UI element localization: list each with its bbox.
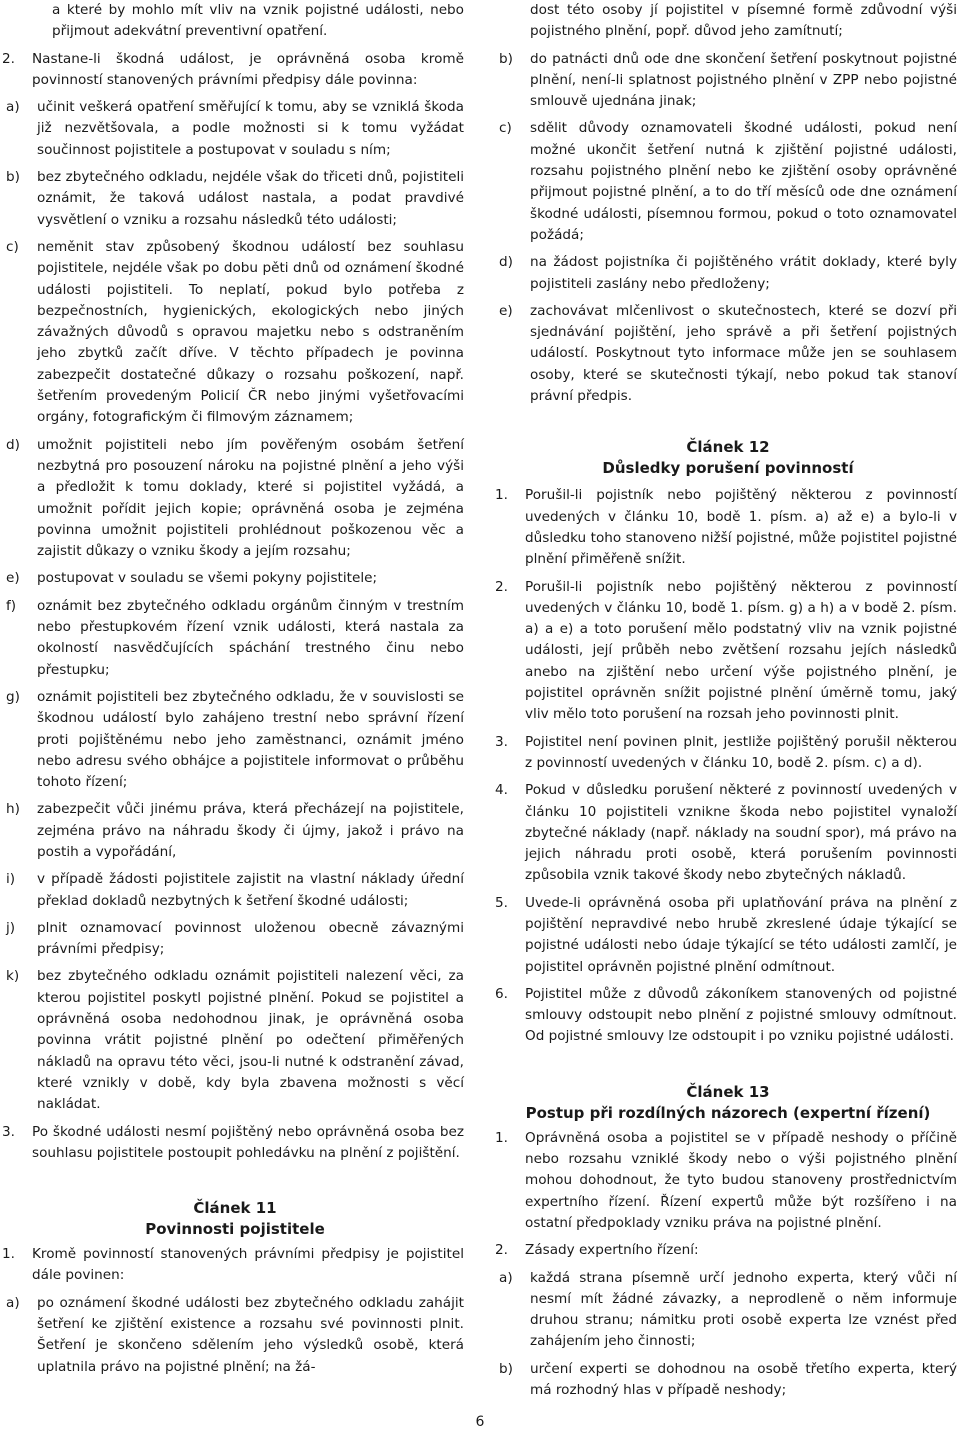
clause-text: Po škodné události nesmí pojištěný nebo oprávněná osoba bez souhlasu pojistitele postoupit pohledávku na plnění z pojištění. bbox=[32, 1123, 464, 1161]
clause-2 bbox=[2, 49, 464, 92]
item-label: d) bbox=[6, 436, 20, 453]
clause-2-items bbox=[6, 97, 464, 1115]
clause-text: Nastane-li škodná událost, je oprávněná osoba kromě povinností stanovených právními předpisy dále povinna: bbox=[32, 50, 464, 88]
item-label: 6. bbox=[495, 985, 508, 1002]
right-column bbox=[495, 0, 957, 1401]
item-text: oznámit pojistiteli bez zbytečného odkladu, že v souvislosti se škodnou událostí bylo zahájeno trestní nebo správní řízení proti pojištěnému nebo jeho zaměstnanci, oznámit jméno nebo adresu svého obhájce a pojistitele informovat o průběhu tohoto řízení; bbox=[37, 688, 464, 791]
list-item bbox=[6, 435, 464, 563]
item-label: b) bbox=[499, 1360, 513, 1377]
item-text: v případě žádosti pojistitele zajistit na vlastní náklady úřední překlad dokladů nezbytných k šetření škodné události; bbox=[37, 871, 464, 909]
list-item bbox=[495, 732, 957, 775]
item-text: sdělit důvody oznamovateli škodné události, pokud není možné ukončit šetření nutná k zjištění pojistné události, rozsahu pojistného plnění nebo ke zjištění osoby oprávněné přijmout pojistné plnění, a to do tří měsíců ode dne oznámení škodné události, písemnou formou, pokud o toto oznamovatel požádá; bbox=[530, 120, 957, 243]
list-item bbox=[499, 49, 957, 113]
item-text: umožnit pojistiteli nebo jím pověřeným osobám šetření nezbytná pro posouzení nároku na pojistné plnění a jeho výši a předložit k tomu doklady, které si pojistitel vyžádá, a umožnit pořídit jejich kopie; oprávněná osoba je zejména povinna umožnit pojistiteli prohlédnout poškozenou věc a zajistit důkazy o vzniku škody a jejím rozsahu; bbox=[37, 436, 464, 560]
item-text: Porušil-li pojistník nebo pojištěný některou z povinností uvedených v článku 10, bodě 1. písm. a) až e) a bylo-li v důsledku toho stanoveno nižší pojistné, může pojistitel pojistné plnění přiměřeně snížit. bbox=[525, 487, 957, 568]
list-item bbox=[495, 893, 957, 978]
list-item bbox=[495, 780, 957, 886]
clause-number: 1. bbox=[495, 1129, 508, 1146]
list-item bbox=[6, 237, 464, 429]
item-label: e) bbox=[499, 302, 513, 319]
item-label: 2. bbox=[495, 578, 508, 595]
item-text: učinit veškerá opatření směřující k tomu, aby se vzniklá škoda již nezvětšovala, a podle možnosti si k tomu vyžádat součinnost pojistitele a postupovat v souladu s ním; bbox=[37, 99, 464, 158]
article-13-clause-1 bbox=[495, 1128, 957, 1234]
item-text: plnit oznamovací povinnost uloženou obecně závaznými právními předpisy; bbox=[37, 919, 464, 958]
clause-number: 3. bbox=[2, 1123, 15, 1140]
item-label: e) bbox=[6, 570, 20, 587]
article-11-items-continued bbox=[499, 49, 957, 408]
article-12-title: Článek 12 bbox=[686, 438, 770, 457]
item-label: b) bbox=[6, 169, 20, 186]
page-number: 6 bbox=[475, 1414, 485, 1430]
list-item bbox=[6, 869, 464, 912]
article-13-clause-2 bbox=[495, 1240, 957, 1261]
item-label: 3. bbox=[495, 733, 508, 750]
article-13-clause-2-items bbox=[499, 1268, 957, 1402]
article-11-items bbox=[6, 1293, 464, 1378]
item-text: po oznámení škodné události bez zbytečného odkladu zahájit šetření ke zjištění existence a rozsahu své povinnosti plnit. Šetření je skončeno sdělením jeho výsledků osobě, která uplatnila právo na pojistné plnění; na žá- bbox=[37, 1294, 464, 1375]
item-text: zabezpečit vůči jinému práva, která přecházejí na pojistitele, zejména právo na náhradu škody či újmy, jakož i právo na postih a vypořádání, bbox=[37, 801, 464, 860]
item-label: i) bbox=[6, 871, 16, 888]
list-item bbox=[6, 568, 464, 589]
item-label: a) bbox=[6, 1294, 20, 1311]
list-item bbox=[6, 918, 464, 961]
list-item bbox=[6, 596, 464, 681]
item-text: Uvede-li oprávněná osoba při uplatňování práva na plnění z pojištění nepravdivé nebo hrubě zkreslené údaje týkající se pojistné události nebo údaje týkající se této události zamlčí, je pojistitel oprávněn pojistné plnění odmítnout. bbox=[525, 894, 957, 975]
item-label: g) bbox=[6, 688, 20, 705]
item-label: f) bbox=[6, 597, 17, 614]
item-text: Porušil-li pojistník nebo pojištěný některou z povinností uvedených v článku 10, bodě 1. písm. g) a h) a v bodě 2. písm. a) a e) a toto porušení mělo podstatný vliv na vznik pojistné události, její průběh nebo zvětšení rozsahu jejích následků anebo na zjištění nebo určení výše pojistného plnění, je pojistitel oprávněn snížit pojistné plnění úměrně tomu, jaký vliv mělo toto porušení na rozsah jeho povinnosti plnit. bbox=[525, 578, 957, 723]
item-text: zachovávat mlčenlivost o skutečnostech, které se dozví při sjednávání pojištění, jeho správě a při šetření pojistných událostí. Poskytnout tyto informace může jen se souhlasem osoby, které se skutečnosti týkají, nebo pokud tak stanoví právní předpis. bbox=[530, 302, 957, 405]
list-item bbox=[6, 1293, 464, 1378]
clause-number: 2. bbox=[2, 50, 15, 67]
item-text: určení experti se dohodnou na osobě třetího experta, který má rozhodný hlas v případě neshody; bbox=[530, 1360, 957, 1399]
list-item bbox=[495, 577, 957, 726]
item-label: c) bbox=[6, 238, 19, 255]
item-label: 4. bbox=[495, 782, 508, 799]
item-text: do patnácti dnů ode dne skončení šetření poskytnout pojistné plnění, není-li splatnost pojistného plnění v ZPP nebo pojistné smlouvě ujednána jinak; bbox=[530, 50, 957, 110]
article-13-subtitle: Postup při rozdílných názorech (expertní řízení) bbox=[525, 1103, 931, 1122]
article-12-subtitle: Důsledky porušení povinností bbox=[602, 459, 854, 478]
clause-number: 1. bbox=[2, 1246, 15, 1263]
list-item bbox=[499, 252, 957, 295]
item-label: d) bbox=[499, 254, 513, 271]
item-text: neměnit stav způsobený škodnou událostí bez souhlasu pojistitele, nejdéle však po dobu pěti dnů od oznámení škodné události pojistiteli. To neplatí, pokud bylo potřeba z bezpečnostních, hygienických, ekologických nebo jiných závažných důvodů s opravou majetku nebo s odstraněním jeho zbytků začít dříve. V těchto případech je povinna zabezpečit dostatečné důkazy o rozsahu poškození, např. šetřením provedeným Policií ČR nebo jinými vyšetřovacími orgány, fotografickým či filmovým záznamem; bbox=[37, 238, 464, 426]
item-label: 1. bbox=[495, 487, 508, 504]
clause-text: Kromě povinností stanovených právními předpisy je pojistitel dále povinen: bbox=[32, 1246, 464, 1284]
item-text: Pojistitel není povinen plnit, jestliže pojištěný porušil některou z povinností uvedených v článku 10, bodě 2. písm. c) a d). bbox=[525, 733, 957, 771]
list-item bbox=[495, 485, 957, 570]
list-item bbox=[499, 301, 957, 407]
clause-3 bbox=[2, 1122, 464, 1165]
list-item bbox=[6, 799, 464, 863]
item-label: 5. bbox=[495, 894, 508, 911]
article-12-clauses bbox=[495, 485, 957, 1047]
list-item bbox=[6, 966, 464, 1115]
item-text: Pojistitel může z důvodů zákoníkem stanovených od pojistné smlouvy odstoupit nebo plnění z pojistné smlouvy odmítnout. Od pojistné smlouvy lze odstoupit i po vzniku pojistné události. bbox=[525, 985, 957, 1045]
item-label: c) bbox=[499, 120, 512, 137]
list-item bbox=[495, 984, 957, 1048]
item-text: oznámit bez zbytečného odkladu orgánům činným v trestním nebo přestupkovém řízení vznik události, která nastala za okolností nasvědčujících spáchání trestného činu nebo přestupku; bbox=[37, 597, 464, 678]
item-text: bez zbytečného odkladu oznámit pojistiteli nalezení věci, za kterou pojistitel poskytl pojistné plnění. Pokud se pojistitel a oprávněná osoba nedohodnou jinak, je oprávněná osoba povinna vrátit pojistné plnění po odečtení přiměřených nákladů na opravu této věci, jsou-li nutné k odstranění závad, které vznikly v době, kdy byla zbavena možnosti s věcí nakládat. bbox=[37, 968, 464, 1113]
list-item bbox=[6, 97, 464, 161]
list-item bbox=[499, 118, 957, 246]
item-label: a) bbox=[499, 1269, 513, 1286]
list-item bbox=[6, 687, 464, 793]
item-text: Pokud v důsledku porušení některé z povinností uvedených v článku 10 pojistiteli vznikne škoda nebo pojistitel vynaloží zbytečné náklady (např. náklady na soudní spor), má právo na jejich náhradu proti osobě, která porušením povinnosti způsobila vznik takové škody nebo zbytečných nákladů. bbox=[525, 782, 957, 884]
clause-number: 2. bbox=[495, 1242, 508, 1259]
item-label: k) bbox=[6, 968, 20, 985]
clause-text: Oprávněná osoba a pojistitel se v případě neshody o příčině nebo rozsahu vzniklé škody nebo o výši pojistného plnění mohou dohodnout, že tyto budou stanoveny prostřednictvím expertního řízení. Řízení expertů může být rozšířeno i na ostatní předpoklady vzniku práva na pojistné plnění. bbox=[525, 1129, 957, 1231]
item-label: h) bbox=[6, 801, 20, 818]
item-text: postupovat v souladu se všemi pokyny pojistitele; bbox=[37, 570, 378, 587]
intro-continuation: a které by mohlo mít vliv na vznik pojistné události, nebo přijmout adekvátní preventivní opatření. bbox=[52, 2, 464, 40]
list-item bbox=[499, 1268, 957, 1353]
item-label: a) bbox=[6, 99, 20, 116]
article-11-title: Článek 11 bbox=[193, 1199, 277, 1218]
list-item bbox=[6, 167, 464, 231]
left-column bbox=[2, 0, 464, 1378]
item-label: j) bbox=[6, 919, 16, 936]
item-text: každá strana písemně určí jednoho experta, který vůči ní nesmí mít žádné závazky, a neprodleně o něm informuje druhou stranu; námitku proti osobě experta lze vznést před zahájením jeho činnosti; bbox=[530, 1269, 957, 1350]
list-item bbox=[499, 1359, 957, 1402]
article-13-title: Článek 13 bbox=[686, 1082, 770, 1101]
item-text: na žádost pojistníka či pojištěného vrátit doklady, které byly pojistiteli zaslány nebo předloženy; bbox=[530, 254, 957, 292]
item-a-continuation: dost této osoby jí pojistitel v písemné formě zdůvodní výši pojistného plnění, popř. důvod jeho zamítnutí; bbox=[530, 2, 957, 40]
item-label: b) bbox=[499, 50, 513, 67]
clause-text: Zásady expertního řízení: bbox=[525, 1242, 699, 1259]
article-11-subtitle: Povinnosti pojistitele bbox=[145, 1220, 325, 1239]
article-11-clause-1 bbox=[2, 1244, 464, 1287]
item-text: bez zbytečného odkladu, nejdéle však do třiceti dnů, pojistiteli oznámit, že taková událost nastala, a podat pravdivé vysvětlení o vzniku a rozsahu následků této události; bbox=[37, 169, 464, 228]
